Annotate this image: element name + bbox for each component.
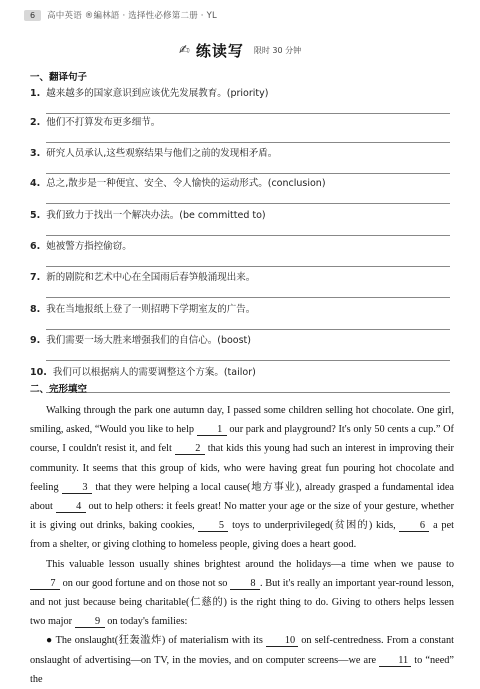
item-number: 9. [30, 335, 41, 346]
item-number: 2. [30, 117, 41, 128]
page-header [24, 9, 217, 21]
passage-text: that kids this young had such an interest in improving their community. It seems that this group of kids, who were having great fun pouring hot chocolate and feeling [30, 443, 454, 493]
passage-text: ● The onslaught(狂轰滥炸) of materialism with its [46, 635, 266, 647]
time-limit: 限时 30 分钟 [253, 46, 302, 55]
answer-line[interactable] [46, 266, 450, 267]
book-title: 高中英语 ®編林語 · 选择性必修第二册 · YL [47, 11, 217, 21]
passage-text: out to help others: it feels great! No matter your age or the size of your gesture, whether it is giving out drinks, baking cookies, [30, 501, 455, 532]
section-title: 练读写 [195, 42, 244, 60]
answer-line[interactable] [46, 235, 450, 236]
passage-text: This valuable lesson usually shines brightest around the holidays—a time when we pause to [46, 558, 454, 570]
translation-item [30, 335, 450, 347]
item-text: 他们不打算发布更多细节。 [46, 117, 161, 128]
item-text: 总之,散步是一种便宜、安全、令人愉快的运动形式。(conclusion) [46, 178, 326, 189]
passage-text: on today's families: [104, 616, 188, 628]
passage-text: to “need” the [30, 654, 454, 685]
passage-paragraph [30, 401, 454, 555]
answer-line[interactable] [46, 173, 450, 174]
passage-paragraph [30, 631, 454, 689]
cloze-blank[interactable]: 6 [399, 521, 429, 532]
translation-item [30, 178, 450, 190]
answer-line[interactable] [46, 297, 450, 298]
answer-line[interactable] [46, 392, 450, 393]
translation-item [30, 272, 450, 284]
cloze-blank[interactable]: 11 [379, 656, 411, 667]
item-text: 越来越多的国家意识到应该优先发展教育。(priority) [46, 88, 269, 99]
item-number: 5. [30, 210, 41, 221]
cloze-heading: 二、完形填空 [30, 384, 88, 395]
passage-text: that they were helping a local cause(地方事业), already grasped a fundamental idea about [30, 481, 454, 513]
item-number: 4. [30, 178, 41, 189]
item-text: 我们可以根据病人的需要调整这个方案。(tailor) [52, 367, 256, 378]
passage-text: Walking through the park one autumn day, I passed some children selling hot chocolate. One girl, smiling, asked, “Would you like to help [30, 405, 454, 436]
translation-item [30, 88, 450, 100]
item-number: 1. [30, 88, 41, 99]
translation-item [30, 304, 450, 316]
cloze-blank[interactable]: 2 [175, 444, 205, 455]
cloze-blank[interactable]: 7 [30, 579, 60, 590]
answer-line[interactable] [46, 142, 450, 143]
answer-line[interactable] [46, 360, 450, 361]
translation-item [30, 117, 450, 129]
cloze-blank[interactable]: 8 [230, 579, 260, 590]
writing-icon: ✍ [178, 43, 190, 58]
item-text: 研究人员承认,这些观察结果与他们之前的发现相矛盾。 [46, 148, 278, 159]
answer-line[interactable] [46, 203, 450, 204]
translation-item [30, 148, 450, 160]
page-number: 6 [24, 10, 41, 21]
item-text: 我们需要一场大胜来增强我们的自信心。(boost) [46, 335, 251, 346]
passage-text: our park and playground? It's only 50 cents a cup.” Of course, I couldn't resist it, and felt [30, 424, 454, 455]
passage-text: on our good fortune and on those not so [60, 577, 230, 589]
translation-item [30, 367, 450, 379]
answer-line[interactable] [46, 113, 450, 114]
item-number: 6. [30, 241, 41, 252]
section-title-bar [0, 40, 480, 61]
item-number: 3. [30, 148, 41, 159]
item-text: 她被警方指控偷窃。 [46, 241, 132, 252]
cloze-blank[interactable]: 5 [198, 521, 228, 532]
passage-text: . But it's really an important year-round lesson, and not just because being charitable(仁慈的) is the right thing to do. Giving to others helps lessen two major [30, 577, 455, 628]
item-number: 8. [30, 304, 41, 315]
cloze-blank[interactable]: 3 [62, 483, 92, 494]
cloze-blank[interactable]: 9 [75, 617, 105, 628]
item-text: 我们致力于找出一个解决办法。(be committed to) [46, 210, 266, 221]
answer-line[interactable] [46, 329, 450, 330]
item-number: 10. [30, 367, 47, 378]
translation-item [30, 241, 450, 253]
passage-text: on self-centredness. From a constant onslaught of advertising—on TV, in the movies, and on computer screens—we are [30, 635, 454, 666]
cloze-blank[interactable]: 1 [197, 425, 227, 436]
item-text: 我在当地报纸上登了一则招聘下学期室友的广告。 [46, 304, 256, 315]
passage-text: a pet from a shelter, or giving clothing to homeless people, giving does a heart good. [30, 520, 454, 551]
cloze-passage [30, 401, 454, 689]
cloze-blank[interactable]: 4 [56, 502, 86, 513]
item-text: 新的剧院和艺术中心在全国雨后春笋般涌现出来。 [46, 272, 256, 283]
translation-item [30, 210, 450, 222]
translation-heading: 一、翻译句子 [30, 72, 88, 83]
cloze-blank[interactable]: 10 [266, 636, 298, 647]
passage-paragraph [30, 555, 454, 632]
passage-text: toys to underprivileged(贫困的) kids, [228, 520, 400, 532]
item-number: 7. [30, 272, 41, 283]
